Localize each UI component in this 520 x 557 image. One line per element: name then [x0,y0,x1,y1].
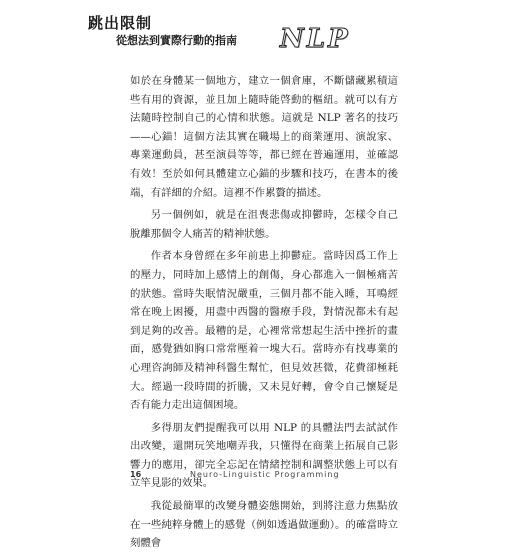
book-title: 跳出限制 [88,14,153,32]
page-number: 16 [130,470,142,479]
running-title: Neuro-Linguistic Programming [190,470,340,479]
page-header [88,12,448,52]
paragraph-2: 另一個例如，就是在沮喪悲傷或抑鬱時，怎樣令自己脫離那個令人痛苦的精神狀態。 [130,209,398,240]
nlp-logo: NLP [280,24,351,54]
body-text [130,72,398,557]
book-subtitle: 從想法到實際行動的指南 [116,34,237,47]
paragraph-4: 多得朋友們提醒我可以用 NLP 的具體法門去試試作出改變，還開玩笑地嘲弄我，只懂得在商業上拓展自己影響力的應用，卻完全忘記在情緒控制和調整狀態上可以有立竿見影的效果。 [130,421,398,490]
paragraph-1: 如於在身體某一個地方，建立一個倉庫，不斷儲藏累積這些有用的資源，並且加上隨時能啓動的樞紐。就可以有方法隨時控制自己的心情和狀態。這就是 NLP 著名的技巧——心錨！這個方法其實在職場上的商業運用、演說家、專業運動員，甚至演員等等，都已經在普遍運用，並確認有效！至於如何具體建立心錨的步驟和技巧，在書本的後端，有詳細的介紹。這裡不作累贅的描述。 [130,75,398,199]
paragraph-5: 我從最簡單的改變身體姿態開始，到將注意力焦點放在一些純粹身體上的感覺（例如透過做運動）。的確當時立刻體會 [130,500,398,550]
paragraph-3: 作者本身曾經在多年前患上抑鬱症。當時因爲工作上的壓力，同時加上感情上的創傷，身心都進入一個極痛苦的狀態。當時失眠情況嚴重，三個月都不能入睡，耳鳴經常在晚上困擾，用盡中西醫的醫療手段，對情況都未有起到足夠的改善。最糟的是，心裡常常想起生活中挫折的畫面，感覺猶如胸口常常壓着一塊大石。當時亦有找專業的心理咨詢師及精神科醫生幫忙，但見效甚微，花費卻極耗大。經過一段時間的折騰，又未見好轉，會令自己懷疑是否有能力走出這個困境。 [130,250,398,412]
page-footer [130,470,398,484]
